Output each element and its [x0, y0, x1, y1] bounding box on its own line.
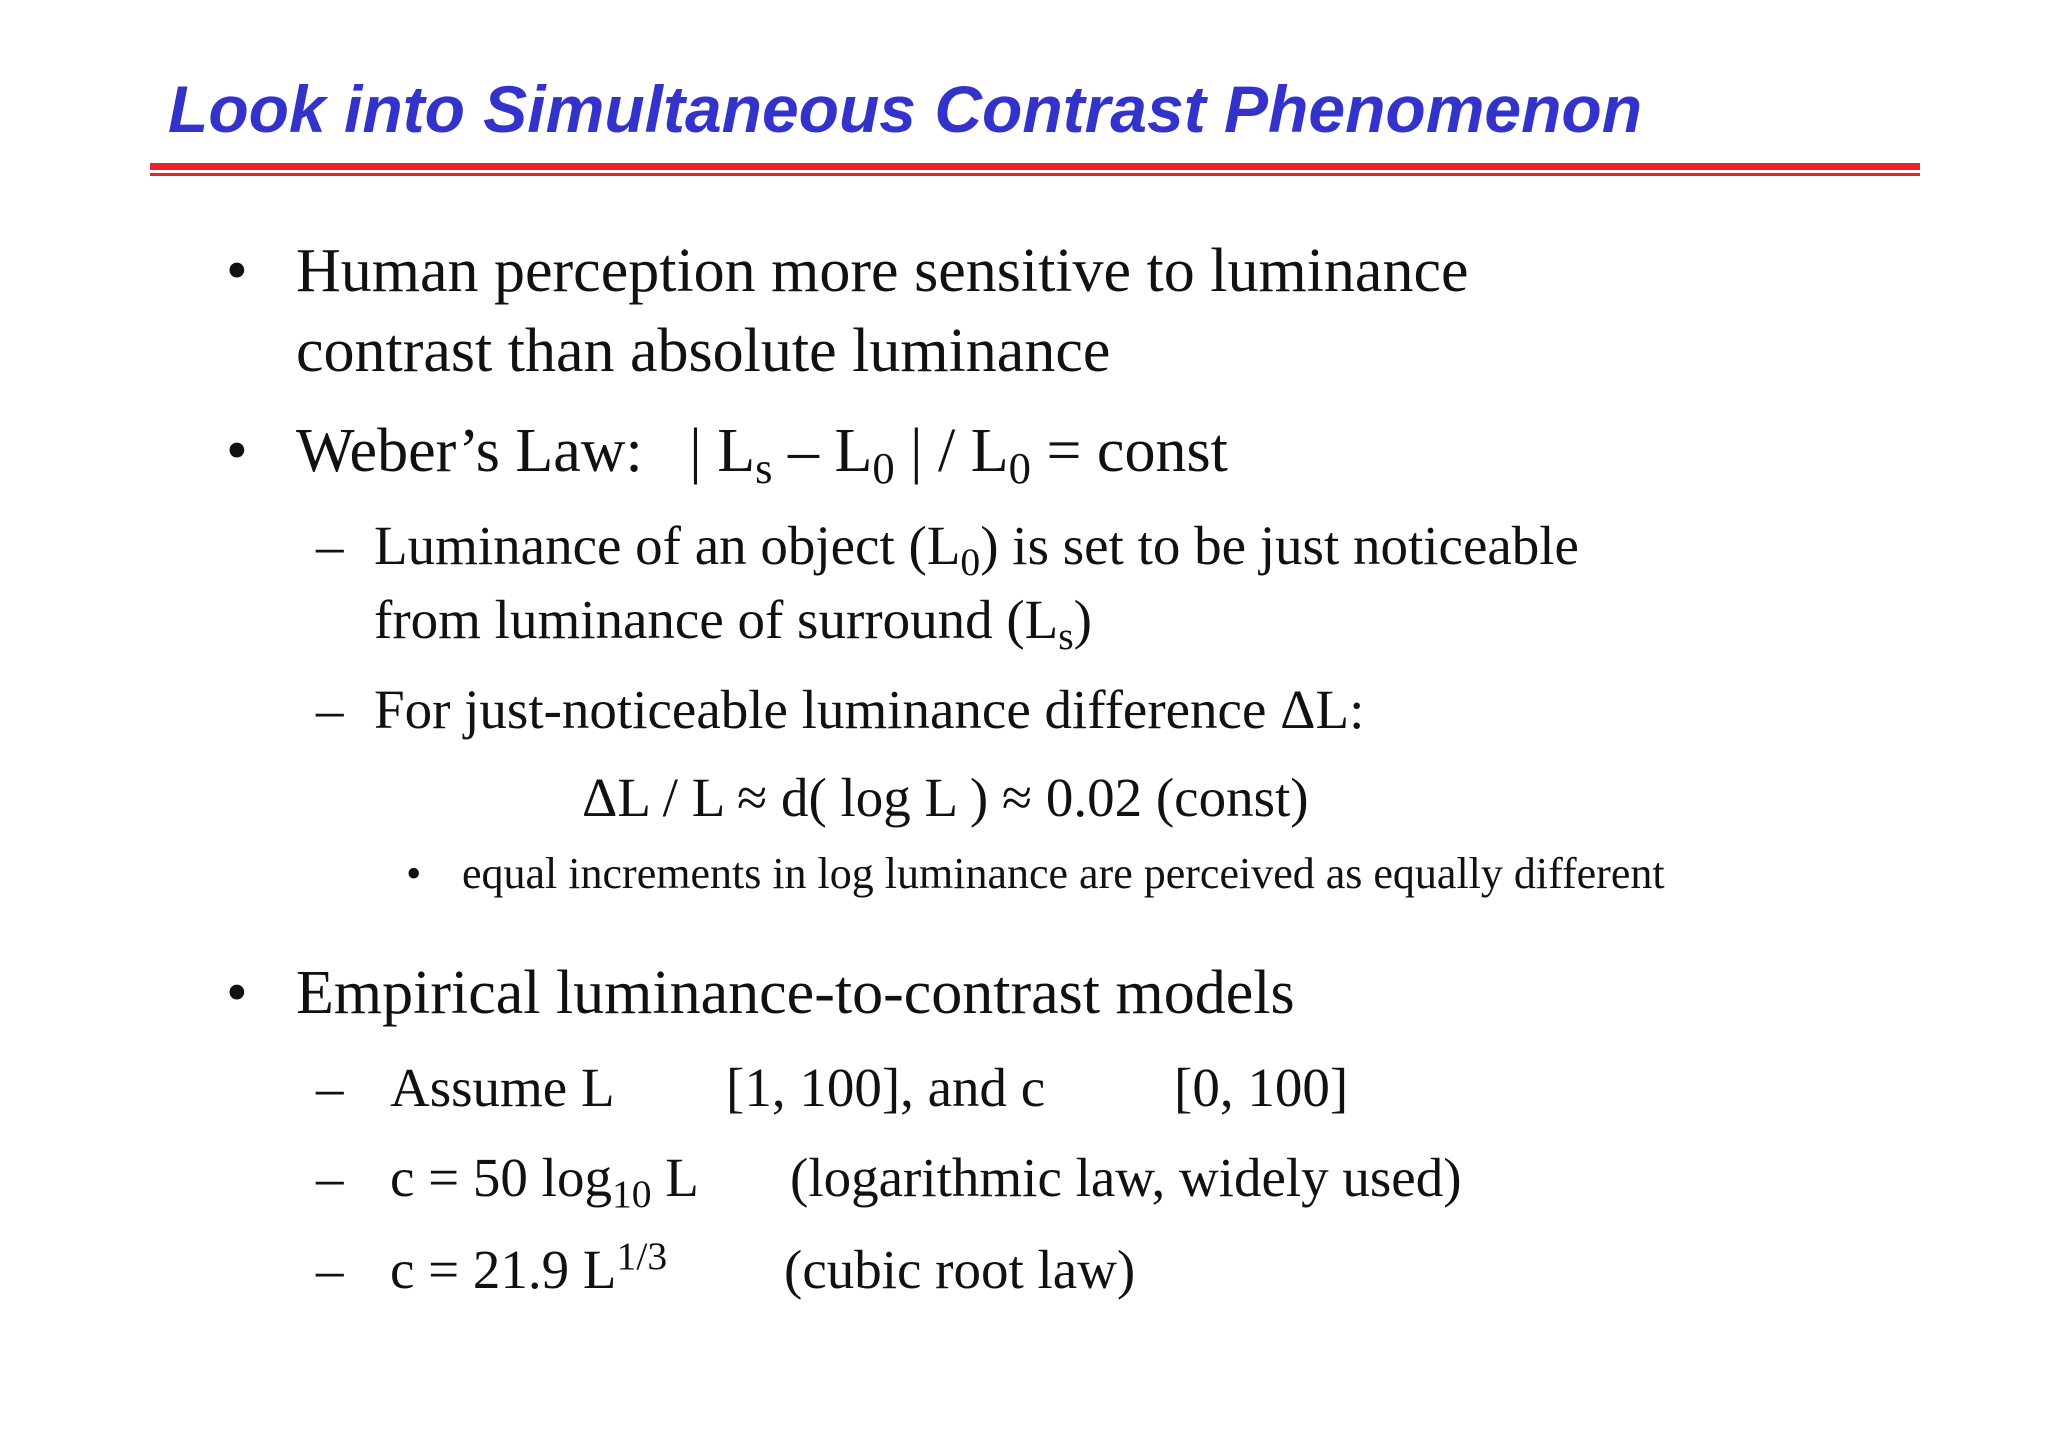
superscript-1-3: 1/3: [616, 1234, 668, 1278]
subscript-0: 0: [960, 540, 981, 585]
bullet-human-perception-line-1: Human perception more sensitive to luminance: [296, 237, 1469, 305]
subscript-s: s: [755, 443, 773, 494]
dash-marker: –: [316, 1239, 344, 1300]
dash-marker: –: [316, 679, 344, 740]
subscript-0: 0: [872, 443, 895, 494]
formula-delta-l: ΔL / L ≈ d( log L ) ≈ 0.02 (const): [582, 767, 1309, 828]
bullet-marker: •: [226, 237, 248, 305]
bullet-human-perception-line-2: contrast than absolute luminance: [296, 317, 1111, 385]
note-cubic-root-law: (cubic root law): [784, 1239, 1136, 1300]
slide-title: Look into Simultaneous Contrast Phenomenon: [168, 72, 1643, 146]
bullet-empirical-models: Empirical luminance-to-contrast models: [296, 959, 1295, 1027]
subscript-s: s: [1058, 614, 1074, 659]
subscript-0: 0: [1008, 443, 1031, 494]
dash-marker: –: [316, 515, 344, 576]
text-part: c = 50 log: [390, 1147, 612, 1208]
sub-assume-c-range: [1, 100], and c: [726, 1057, 1046, 1118]
webers-law-label: Weber’s Law: | L: [296, 417, 756, 485]
bullet-marker: •: [226, 417, 248, 485]
formula-cubic-root: [390, 1234, 668, 1300]
sub-assume-c-interval: [0, 100]: [1174, 1057, 1349, 1118]
title-underline-thin: [150, 173, 1920, 176]
formula-part: – L: [772, 417, 873, 485]
sub-just-noticeable: For just-noticeable luminance difference ΔL:: [374, 679, 1365, 740]
dash-marker: –: [316, 1057, 344, 1118]
text-part: c = 21.9 L: [390, 1239, 617, 1300]
sub-assume-l-range: Assume L: [390, 1057, 615, 1118]
note-logarithmic-law: (logarithmic law, widely used): [790, 1147, 1462, 1208]
sub-luminance-object-line-1: [374, 515, 1579, 585]
text-part: ): [1073, 589, 1092, 650]
bullet-marker-small: •: [406, 849, 422, 898]
bullet-webers-law: [296, 417, 1228, 494]
formula-part: | / L: [894, 417, 1009, 485]
text-part: ) is set to be just noticeable: [980, 515, 1579, 576]
dash-marker: –: [316, 1147, 344, 1208]
sub-luminance-object-line-2: [374, 589, 1092, 659]
text-part: from luminance of surround (L: [374, 589, 1059, 650]
text-part: L: [651, 1147, 699, 1208]
text-part: Luminance of an object (L: [374, 515, 961, 576]
title-underline-thick: [150, 163, 1920, 170]
formula-part: = const: [1030, 417, 1228, 485]
subsub-equal-increments: equal increments in log luminance are perceived as equally different: [462, 849, 1665, 898]
bullet-marker: •: [226, 959, 248, 1027]
subscript-10: 10: [611, 1172, 652, 1217]
formula-logarithmic: [390, 1147, 699, 1217]
